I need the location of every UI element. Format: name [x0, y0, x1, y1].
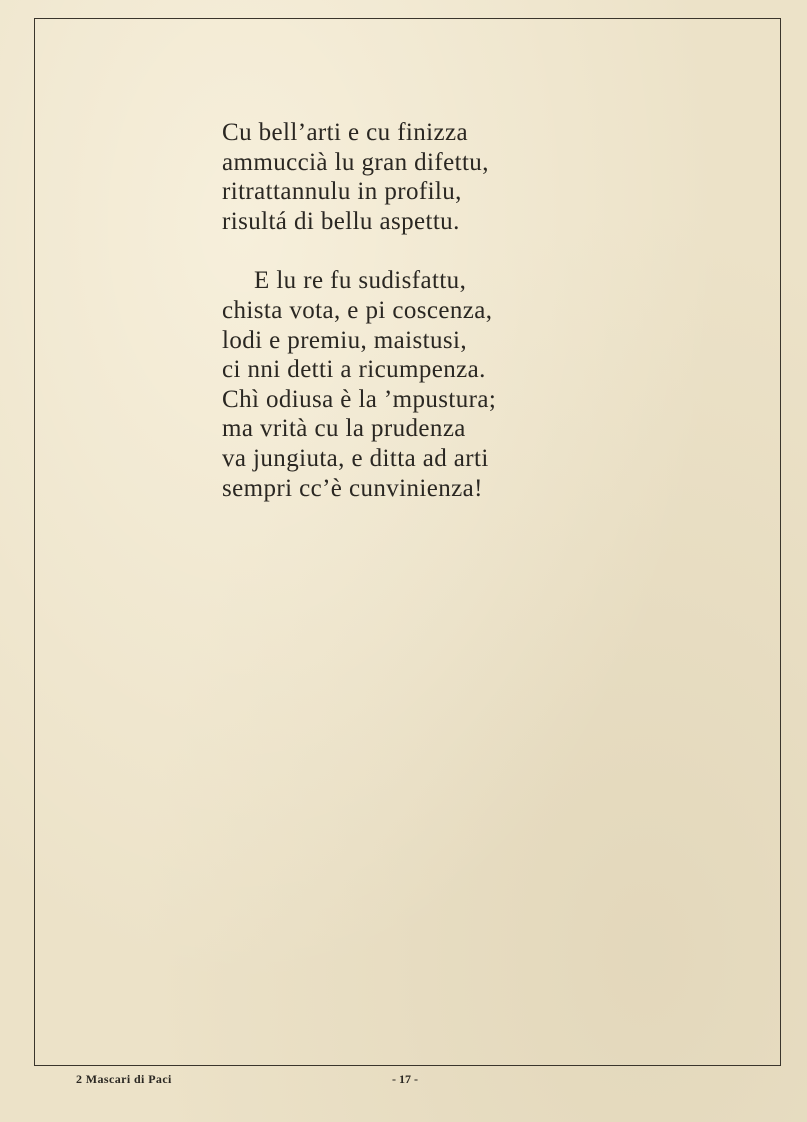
poem-line: E lu re fu sudisfattu,: [254, 267, 467, 295]
poem-line: ammuccià lu gran difettu,: [222, 148, 489, 176]
stanza-2: [222, 266, 642, 503]
poem-line: ma vrità cu la prudenza: [222, 415, 466, 443]
page-number: - 17 -: [392, 1072, 418, 1086]
poem-line: sempri cc’è cunvinienza!: [222, 474, 483, 502]
poem-line: Chì odiusa è la ’mpustura;: [222, 385, 497, 413]
poem-line: ci nni detti a ricumpenza.: [222, 356, 486, 384]
poem-line: lodi e premiu, maistusi,: [222, 326, 467, 354]
poem-line: Cu bell’arti e cu finizza: [222, 119, 468, 146]
poem-line: risultá di bellu aspettu.: [222, 207, 460, 235]
poem-line: ritrattannulu in profilu,: [222, 178, 462, 206]
poem-line: chista vota, e pi coscenza,: [222, 296, 493, 324]
poem: [222, 118, 642, 533]
stanza-1: [222, 118, 642, 236]
signature-mark: 2 Mascari di Paci: [76, 1072, 172, 1086]
poem-line: va jungiuta, e ditta ad arti: [222, 444, 489, 472]
